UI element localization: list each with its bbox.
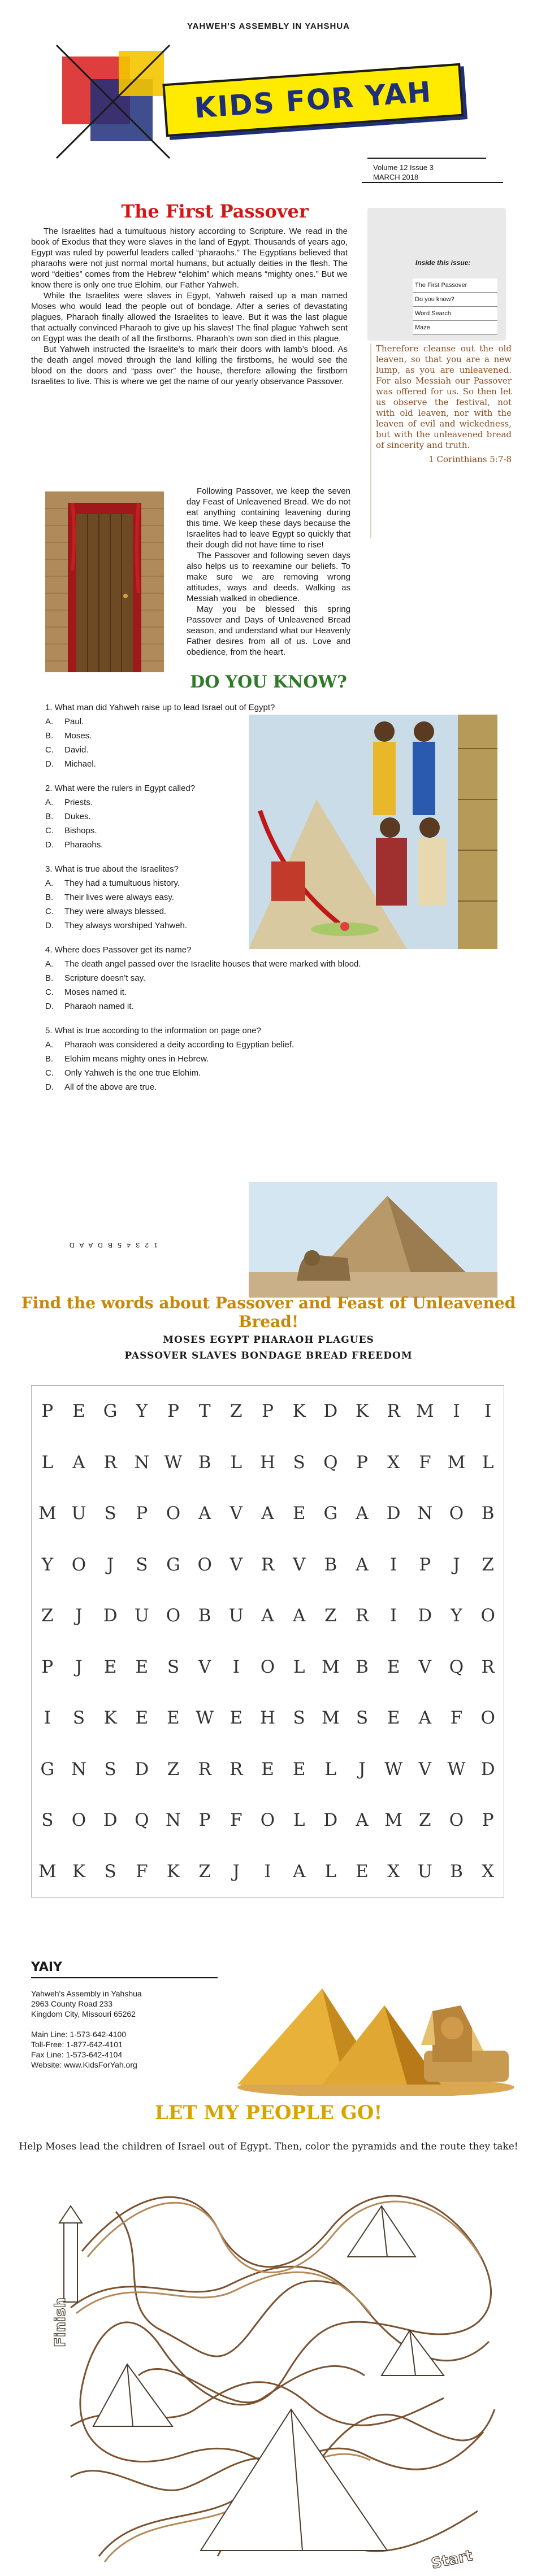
grid-letter[interactable]: X	[387, 1861, 400, 1882]
grid-letter[interactable]: I	[44, 1708, 51, 1729]
word-list-row-2: PASSOVER SLAVES BONDAGE BREAD FREEDOM	[124, 1350, 413, 1361]
grid-letter[interactable]: U	[134, 1605, 149, 1626]
quote-reference: 1 Corinthians 5:7-8	[428, 454, 512, 464]
grid-letter[interactable]: G	[166, 1554, 180, 1575]
grid-letter[interactable]: R	[387, 1401, 400, 1422]
question-text: 2. What were the rulers in Egypt called?	[45, 784, 196, 793]
grid-letter[interactable]: K	[103, 1708, 117, 1729]
grid-letter[interactable]: R	[481, 1656, 495, 1677]
grid-letter[interactable]: N	[71, 1759, 87, 1779]
grid-letter[interactable]: O	[449, 1503, 464, 1524]
grid-letter[interactable]: J	[232, 1861, 240, 1882]
grid-letter[interactable]: B	[450, 1861, 463, 1882]
grid-letter[interactable]: A	[418, 1708, 432, 1729]
grid-letter[interactable]: F	[230, 1810, 242, 1831]
contact-website[interactable]: Website: www.KidsForYah.org	[31, 2060, 137, 2069]
maze-puzzle[interactable]	[48, 2161, 509, 2573]
grid-letter[interactable]: O	[480, 1708, 495, 1729]
grid-letter[interactable]: U	[228, 1605, 244, 1626]
answer-option[interactable]: C. They were always blessed.	[45, 907, 167, 916]
maze-start-label: Start	[430, 2547, 474, 2573]
maze-finish-label: Finish	[52, 2297, 69, 2347]
quiz-question	[45, 943, 361, 1013]
grid-letter[interactable]: K	[292, 1401, 306, 1422]
issue-volume: Volume 12 Issue 3	[373, 163, 434, 172]
maze-title: LET MY PEOPLE GO!	[154, 2101, 383, 2124]
egypt-scene-image	[249, 715, 497, 949]
grid-letter[interactable]: M	[38, 1861, 57, 1882]
grid-letter[interactable]: D	[480, 1759, 495, 1779]
maze-instructions: Help Moses lead the children of Israel out of Egypt. Then, color the pyramids and the route they take!	[19, 2141, 518, 2152]
grid-letter[interactable]: R	[261, 1554, 275, 1575]
grid-letter[interactable]: E	[135, 1708, 149, 1729]
grid-letter[interactable]: W	[384, 1759, 403, 1779]
upside-down-answer-key: 1 2 3 4 5 B D A A D	[68, 1241, 158, 1249]
toc-item[interactable]: Do you know?	[413, 293, 497, 307]
grid-letter[interactable]: H	[259, 1708, 276, 1729]
answer-option[interactable]: A. Paul.	[45, 717, 84, 726]
grid-letter[interactable]: W	[447, 1759, 466, 1779]
grid-letter[interactable]: J	[453, 1554, 460, 1575]
article-body-continued	[187, 486, 350, 658]
toc-item[interactable]: Maze	[413, 321, 497, 335]
grid-letter[interactable]: U	[71, 1503, 86, 1524]
grid-letter[interactable]: A	[198, 1503, 211, 1524]
grid-letter[interactable]: L	[482, 1452, 494, 1473]
grid-letter[interactable]: E	[387, 1708, 400, 1729]
egyptian-scene-illustration	[249, 715, 497, 949]
grid-letter[interactable]: M	[447, 1452, 466, 1473]
grid-letter[interactable]: O	[166, 1605, 181, 1626]
grid-letter[interactable]: L	[293, 1810, 305, 1831]
grid-letter[interactable]: V	[229, 1554, 243, 1575]
grid-letter[interactable]: S	[356, 1708, 369, 1729]
answer-option[interactable]: D. Michael.	[45, 759, 96, 769]
scripture-quote	[370, 343, 512, 538]
grid-letter[interactable]: B	[198, 1605, 211, 1626]
contact-main-line: Main Line: 1-573-642-4100	[31, 2030, 127, 2039]
grid-letter[interactable]: I	[453, 1401, 460, 1422]
grid-letter[interactable]: U	[417, 1861, 432, 1882]
grid-letter[interactable]: O	[71, 1554, 86, 1575]
toc-item[interactable]: The First Passover	[413, 279, 497, 293]
grid-letter[interactable]: O	[449, 1810, 464, 1831]
grid-letter[interactable]: V	[418, 1656, 432, 1677]
grid-letter[interactable]: N	[417, 1503, 433, 1524]
grid-letter[interactable]: O	[260, 1810, 275, 1831]
grid-letter[interactable]: P	[136, 1503, 148, 1524]
pyramid-image	[249, 1182, 497, 1298]
article-title: The First Passover	[121, 201, 309, 222]
grid-letter[interactable]: P	[198, 1810, 211, 1831]
grid-letter[interactable]: Z	[198, 1861, 211, 1882]
grid-letter[interactable]: S	[293, 1452, 305, 1473]
grid-letter[interactable]: Y	[136, 1401, 148, 1422]
grid-letter[interactable]: K	[72, 1861, 86, 1882]
answer-option[interactable]: D. All of the above are true.	[45, 1082, 157, 1092]
contact-name: Yahweh's Assembly in Yahshua	[31, 1989, 142, 1998]
grid-letter[interactable]: P	[41, 1656, 54, 1677]
grid-letter[interactable]: D	[418, 1605, 432, 1626]
grid-letter[interactable]: D	[103, 1810, 118, 1831]
grid-letter[interactable]: R	[103, 1452, 117, 1473]
grid-letter[interactable]: H	[259, 1452, 276, 1473]
grid-letter[interactable]: J	[75, 1605, 83, 1626]
grid-letter[interactable]: S	[104, 1861, 116, 1882]
pyramid-photo	[249, 1182, 497, 1298]
grid-letter[interactable]: Z	[324, 1605, 337, 1626]
grid-letter[interactable]: E	[167, 1708, 180, 1729]
grid-letter[interactable]: W	[196, 1708, 214, 1729]
word-list-row-1: MOSES EGYPT PHARAOH PLAGUES	[163, 1334, 374, 1346]
answer-option[interactable]: C. Moses named it.	[45, 987, 127, 997]
grid-letter[interactable]: S	[293, 1708, 305, 1729]
grid-letter[interactable]: O	[480, 1605, 495, 1626]
answer-option[interactable]: A. Priests.	[45, 798, 93, 807]
grid-letter[interactable]: O	[166, 1503, 181, 1524]
grid-letter[interactable]: A	[261, 1605, 274, 1626]
grid-letter[interactable]: Z	[230, 1401, 242, 1422]
footer-divider	[31, 1977, 218, 1978]
desert-image	[237, 1966, 514, 2096]
grid-letter[interactable]: A	[261, 1503, 274, 1524]
grid-letter[interactable]: M	[384, 1810, 403, 1831]
grid-letter[interactable]: R	[198, 1759, 211, 1779]
grid-letter[interactable]: S	[72, 1708, 85, 1729]
grid-letter[interactable]: E	[261, 1759, 274, 1779]
grid-letter[interactable]: P	[41, 1401, 54, 1422]
question-text: 3. What is true about the Israelites?	[45, 864, 179, 874]
grid-letter[interactable]: I	[390, 1554, 397, 1575]
yaiy-logo-text: YAIY	[31, 1960, 62, 1974]
answer-option[interactable]: B. Dukes.	[45, 812, 91, 821]
grid-letter[interactable]: S	[41, 1810, 54, 1831]
grid-letter[interactable]: V	[292, 1554, 306, 1575]
grid-letter[interactable]: Y	[41, 1554, 54, 1575]
grid-letter[interactable]: P	[262, 1401, 274, 1422]
answer-option[interactable]: A. The death angel passed over the Israelite houses that were marked with blood.	[45, 959, 361, 969]
grid-letter[interactable]: A	[72, 1452, 85, 1473]
grid-letter[interactable]: E	[292, 1759, 306, 1779]
article-body	[31, 226, 348, 387]
grid-letter[interactable]: K	[355, 1401, 369, 1422]
contact-fax: Fax Line: 1-573-642-4104	[31, 2050, 123, 2059]
answer-option[interactable]: B. Their lives were always easy.	[45, 893, 174, 902]
grid-letter[interactable]: Z	[167, 1759, 180, 1779]
maze-drawing[interactable]	[48, 2161, 509, 2573]
grid-letter[interactable]: Z	[41, 1605, 54, 1626]
grid-letter[interactable]: D	[323, 1810, 338, 1831]
grid-letter[interactable]: E	[292, 1503, 306, 1524]
quiz-question	[45, 1024, 295, 1094]
article-paragraph: But Yahweh instructed the Israelite’s to mark their doors with lamb’s blood. As the death angel moved through the land killing the firstborns, he would see the blood on the doors and “pass over” the house, therefore allowing the firstborn Israelites to live. This is where we get the name of our yearly observance Passover.	[31, 345, 348, 386]
grid-letter[interactable]: A	[356, 1503, 369, 1524]
grid-letter[interactable]: Y	[451, 1605, 462, 1626]
grid-letter[interactable]: B	[356, 1656, 369, 1677]
grid-letter[interactable]: D	[103, 1605, 118, 1626]
grid-letter[interactable]: O	[197, 1554, 212, 1575]
grid-letter[interactable]: S	[104, 1503, 116, 1524]
answer-option[interactable]: C. David.	[45, 745, 89, 755]
masthead	[51, 40, 486, 169]
grid-letter[interactable]: F	[450, 1708, 463, 1729]
word-search-grid[interactable]	[31, 1385, 504, 1898]
grid-letter[interactable]: O	[71, 1810, 86, 1831]
grid-letter[interactable]: F	[419, 1452, 431, 1473]
grid-letter[interactable]: P	[167, 1401, 179, 1422]
inside-this-issue-list	[413, 279, 497, 335]
grid-letter[interactable]: I	[264, 1861, 271, 1882]
grid-letter[interactable]: W	[164, 1452, 183, 1473]
contact-toll-free: Toll-Free: 1-877-642-4101	[31, 2040, 123, 2049]
grid-letter[interactable]: N	[134, 1452, 150, 1473]
article-paragraph: The Israelites had a tumultuous history according to Scripture. We read in the book of Exodus that they were slaves in the land of Egypt. Thousands of years ago, Egypt was ruled by powerful leaders called “pharaohs.” The Egyptians believed that pharaohs were not just normal mortal humans, but actually deities in the flesh. The word “deities” comes from the Hebrew “elohim” which means “mighty ones.” But we know there is only one true Elohim, our Father Yahweh.	[31, 227, 348, 290]
grid-letter[interactable]: R	[229, 1759, 243, 1779]
grid-letter[interactable]: S	[167, 1656, 180, 1677]
answer-option[interactable]: B. Scripture doesn’t say.	[45, 973, 146, 983]
grid-letter[interactable]: E	[356, 1861, 369, 1882]
answer-option[interactable]: A. They had a tumultuous history.	[45, 878, 180, 888]
grid-letter[interactable]: P	[356, 1452, 368, 1473]
grid-letter[interactable]: E	[103, 1656, 117, 1677]
grid-letter[interactable]: S	[104, 1759, 116, 1779]
grid-letter[interactable]: P	[419, 1554, 431, 1575]
inside-this-issue-title: Inside this issue:	[415, 259, 471, 267]
answer-option[interactable]: A. Pharaoh was considered a deity according to Egyptian belief.	[45, 1040, 295, 1050]
grid-letter[interactable]: I	[232, 1656, 240, 1677]
question-text: 4. Where does Passover get its name?	[45, 945, 192, 955]
answer-option[interactable]: C. Bishops.	[45, 826, 97, 836]
grid-letter[interactable]: S	[136, 1554, 148, 1575]
organization-name: YAHWEH'S ASSEMBLY IN YAHSHUA	[187, 21, 350, 31]
grid-letter[interactable]: M	[38, 1503, 57, 1524]
grid-letter[interactable]: Z	[419, 1810, 431, 1831]
grid-letter[interactable]: A	[292, 1861, 306, 1882]
grid-letter[interactable]: X	[387, 1452, 400, 1473]
grid-letter[interactable]: E	[135, 1656, 149, 1677]
grid-letter[interactable]: D	[386, 1503, 401, 1524]
grid-letter[interactable]: I	[390, 1605, 397, 1626]
grid-letter[interactable]: Q	[449, 1656, 464, 1677]
issue-date: MARCH 2018	[373, 173, 419, 181]
grid-letter[interactable]: E	[72, 1401, 85, 1422]
grid-letter[interactable]: M	[321, 1656, 340, 1677]
grid-letter[interactable]: L	[324, 1861, 337, 1882]
grid-letter[interactable]: E	[229, 1708, 243, 1729]
answer-option[interactable]: D. Pharaoh named it.	[45, 1002, 134, 1011]
newsletter-title: KIDS FOR YAH	[193, 75, 433, 125]
grid-letter[interactable]: A	[356, 1810, 369, 1831]
article-paragraph: Following Passover, we keep the seven day Feast of Unleavened Bread. We do not eat anything containing leavening during this time. We keep these days because the Israelites had to leave Egypt so quickly that their dough did not have time to rise!	[187, 486, 350, 550]
grid-letter[interactable]: D	[135, 1759, 149, 1779]
grid-letter[interactable]: N	[165, 1810, 181, 1831]
grid-letter[interactable]: M	[321, 1708, 340, 1729]
answer-option[interactable]: B. Elohim means mighty ones in Hebrew.	[45, 1054, 209, 1064]
grid-letter[interactable]: A	[356, 1554, 369, 1575]
article-paragraph: The Passover and following seven days also helps us to reexamine our beliefs. To make sure we are removing wrong attitudes, ways and deeds. Walking as Messiah walked in obedience.	[187, 551, 350, 603]
word-search-title: Find the words about Passover and Feast of Unleavened Bread!	[21, 1294, 516, 1331]
grid-letter[interactable]: G	[103, 1401, 118, 1422]
quote-text: Therefore cleanse out the old leaven, so that you are a new lump, as you are unleavened. For also Messiah our Passover was offered for us. So then let us observe the festival, not with old leaven, nor with the leaven of evil and wickedness, but with the unleavened bread of sincerity and truth.	[376, 343, 512, 450]
door-image	[45, 491, 164, 672]
grid-letter[interactable]: B	[198, 1452, 211, 1473]
grid-letter[interactable]: V	[418, 1759, 432, 1779]
grid-letter[interactable]: Q	[323, 1452, 338, 1473]
grid-letter[interactable]: T	[198, 1401, 211, 1422]
grid-letter[interactable]: V	[229, 1503, 243, 1524]
grid-letter[interactable]: L	[41, 1452, 54, 1473]
grid-letter[interactable]: O	[260, 1656, 275, 1677]
toc-item[interactable]: Word Search	[413, 307, 497, 321]
grid-letter[interactable]: X	[482, 1861, 495, 1882]
grid-letter[interactable]: D	[323, 1401, 338, 1422]
inside-this-issue-box	[367, 208, 506, 341]
grid-letter[interactable]: J	[75, 1656, 83, 1677]
grid-letter[interactable]: G	[40, 1759, 55, 1779]
answer-option[interactable]: D. They always worshiped Yahweh.	[45, 921, 188, 930]
answer-option[interactable]: C. Only Yahweh is the one true Elohim.	[45, 1068, 201, 1078]
article-paragraph: May you be blessed this spring Passover and Days of Unleavened Bread season, and understand what our Heavenly Father desires from all of us. Love and obedience, from the heart.	[187, 604, 350, 657]
grid-letter[interactable]: G	[323, 1503, 338, 1524]
grid-letter[interactable]: L	[230, 1452, 242, 1473]
grid-letter[interactable]: B	[324, 1554, 337, 1575]
issue-info	[373, 163, 434, 182]
grid-letter[interactable]: Z	[482, 1554, 494, 1575]
grid-letter[interactable]: V	[198, 1656, 211, 1677]
contact-street: 2963 County Road 233	[31, 1999, 112, 2008]
contact-city: Kingdom City, Missouri 65262	[31, 2009, 136, 2018]
grid-letter[interactable]: L	[293, 1656, 305, 1677]
pyramids-sphinx-illustration	[237, 1966, 514, 2096]
grid-letter[interactable]: I	[484, 1401, 492, 1422]
do-you-know-title: DO YOU KNOW?	[190, 672, 347, 692]
blood-door-illustration	[45, 491, 164, 672]
question-text: 5. What is true according to the information on page one?	[45, 1026, 261, 1035]
grid-letter[interactable]: M	[415, 1401, 434, 1422]
grid-letter[interactable]: P	[482, 1810, 494, 1831]
contact-info	[31, 1988, 142, 2070]
grid-letter[interactable]: A	[292, 1605, 306, 1626]
issue-divider	[362, 182, 503, 183]
grid-letter[interactable]: L	[324, 1759, 337, 1779]
grid-letter[interactable]: Q	[135, 1810, 149, 1831]
question-text: 1. What man did Yahweh raise up to lead Israel out of Egypt?	[45, 703, 275, 712]
grid-letter[interactable]: F	[136, 1861, 148, 1882]
answer-option[interactable]: B. Moses.	[45, 731, 92, 741]
grid-letter[interactable]: K	[166, 1861, 180, 1882]
grid-letter[interactable]: B	[481, 1503, 495, 1524]
grid-letter[interactable]: J	[358, 1759, 366, 1779]
article-paragraph: While the Israelites were slaves in Egypt, Yahweh raised up a man named Moses who would lead the people out of bondage. After a series of devastating plagues, Pharaoh finally allowed the Israelites to leave. But it was the last plague that actually convinced Pharaoh to give up his slaves! The final plague Yahweh sent on Egypt was the death of all the firstborns. Pharaoh’s own son died in this plague.	[31, 291, 348, 343]
answer-option[interactable]: D. Pharaohs.	[45, 840, 103, 850]
grid-letter[interactable]: E	[387, 1656, 400, 1677]
grid-letter[interactable]: R	[355, 1605, 369, 1626]
grid-letter[interactable]: J	[106, 1554, 114, 1575]
